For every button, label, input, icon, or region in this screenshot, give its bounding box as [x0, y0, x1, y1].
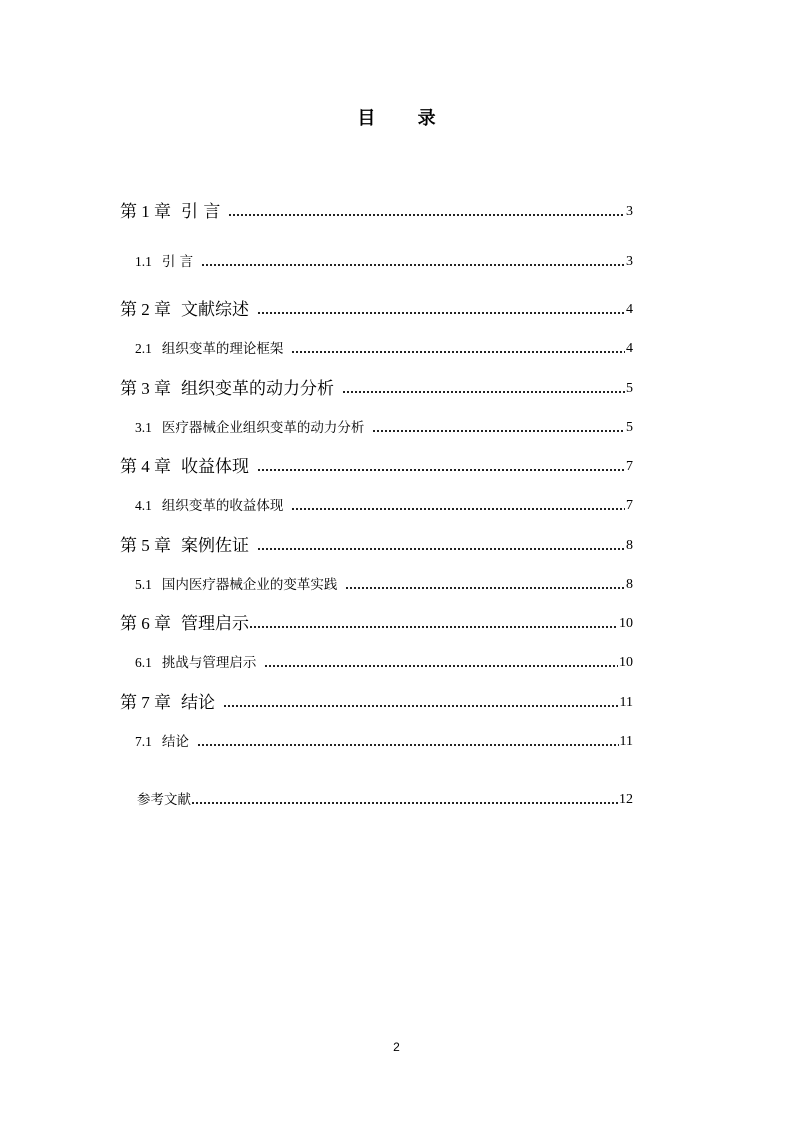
toc-section-entry[interactable]	[135, 338, 633, 360]
toc-entry-text: 文献综述	[181, 300, 249, 320]
toc-entry-page: 8	[626, 577, 633, 592]
toc-chapter-entry[interactable]	[120, 378, 633, 400]
dot-leader	[257, 456, 625, 478]
toc-entry-page: 4	[626, 341, 633, 356]
toc-title: 目 录	[357, 108, 454, 129]
toc-entry-page: 3	[626, 254, 633, 269]
toc-entry-text: 案例佐证	[181, 536, 249, 556]
toc-entry-text: 组织变革的收益体现	[161, 498, 284, 514]
toc-entry-label	[135, 652, 256, 674]
toc-section-entry[interactable]	[135, 574, 633, 596]
toc-entry-text: 结论	[161, 734, 189, 750]
dot-leader	[249, 613, 618, 635]
toc-entry-label	[120, 456, 249, 478]
toc-entry-text: 结论	[181, 693, 215, 713]
toc-entry-label	[120, 613, 249, 635]
toc-entry-text: 引 言	[161, 254, 194, 270]
toc-entry-label	[135, 417, 364, 439]
toc-entry-number: 第 7 章	[120, 693, 171, 712]
dot-leader	[201, 251, 625, 273]
toc-entry-page: 5	[626, 420, 633, 435]
toc-entry-number: 3.1	[135, 420, 152, 435]
toc-entry-label	[135, 731, 189, 753]
toc-entry-page: 7	[626, 459, 633, 474]
toc-entry-text: 组织变革的理论框架	[161, 341, 284, 357]
toc-entry-number: 7.1	[135, 734, 152, 749]
toc-entry-text: 国内医疗器械企业的变革实践	[161, 577, 338, 593]
dot-leader	[257, 535, 625, 557]
toc-entry-references[interactable]	[137, 789, 633, 811]
toc-entry-label	[135, 574, 337, 596]
toc-entry-page: 8	[626, 538, 633, 553]
toc-entry-page: 11	[619, 695, 633, 710]
toc-entry-number: 第 3 章	[120, 379, 171, 398]
toc-section-entry[interactable]	[135, 652, 633, 674]
toc-entry-page: 3	[626, 204, 633, 219]
toc-entry-label	[120, 535, 249, 557]
toc-chapter-entry[interactable]	[120, 535, 633, 557]
dot-leader	[342, 378, 625, 400]
dot-leader	[223, 692, 619, 714]
toc-entry-page: 7	[626, 498, 633, 513]
toc-chapter-entry[interactable]	[120, 456, 633, 478]
toc-entry-page: 11	[619, 734, 633, 749]
toc-entry-number: 第 2 章	[120, 300, 171, 319]
toc-entry-label	[135, 251, 193, 273]
toc-section-entry[interactable]	[135, 731, 633, 753]
dot-leader	[291, 338, 625, 360]
toc-entry-text: 医疗器械企业组织变革的动力分析	[161, 420, 365, 436]
toc-entry-label	[120, 378, 334, 400]
toc-entry-text: 引 言	[181, 202, 221, 222]
toc-entry-label	[120, 299, 249, 321]
toc-entry-number: 第 6 章	[120, 614, 171, 633]
toc-chapter-entry[interactable]	[120, 201, 633, 223]
toc-entry-label	[120, 692, 215, 714]
toc-entry-number: 2.1	[135, 341, 152, 356]
toc-chapter-entry[interactable]	[120, 613, 633, 635]
toc-entry-text: 管理启示	[181, 614, 249, 634]
toc-entry-page: 4	[626, 302, 633, 317]
toc-entry-page: 10	[619, 616, 633, 631]
toc-entry-page: 12	[619, 792, 633, 807]
dot-leader	[197, 731, 619, 753]
toc-entry-text: 挑战与管理启示	[161, 655, 257, 671]
toc-entry-number: 第 4 章	[120, 457, 171, 476]
dot-leader	[191, 789, 618, 811]
toc-entry-text: 收益体现	[181, 457, 249, 477]
toc-chapter-entry[interactable]	[120, 692, 633, 714]
toc-entry-label	[135, 338, 283, 360]
dot-leader	[228, 201, 625, 223]
page-number: 2	[393, 1040, 400, 1054]
dot-leader	[345, 574, 625, 596]
toc-entry-number: 4.1	[135, 498, 152, 513]
toc-entry-number: 1.1	[135, 254, 152, 269]
toc-entry-page: 5	[626, 381, 633, 396]
toc-entry-number: 第 1 章	[120, 202, 171, 221]
dot-leader	[291, 495, 625, 517]
toc-entry-number: 5.1	[135, 577, 152, 592]
toc-chapter-entry[interactable]	[120, 299, 633, 321]
toc-entry-number: 6.1	[135, 655, 152, 670]
toc-entry-label	[135, 495, 283, 517]
toc-section-entry[interactable]	[135, 495, 633, 517]
toc-entry-label	[120, 201, 220, 223]
toc-section-entry[interactable]	[135, 417, 633, 439]
toc-entry-text: 参考文献	[137, 792, 191, 808]
toc-entry-page: 10	[619, 655, 633, 670]
toc-entry-number: 第 5 章	[120, 536, 171, 555]
toc-section-entry[interactable]	[135, 251, 633, 273]
dot-leader	[372, 417, 625, 439]
dot-leader	[257, 299, 625, 321]
dot-leader	[264, 652, 618, 674]
toc-entry-text: 组织变革的动力分析	[181, 379, 334, 399]
